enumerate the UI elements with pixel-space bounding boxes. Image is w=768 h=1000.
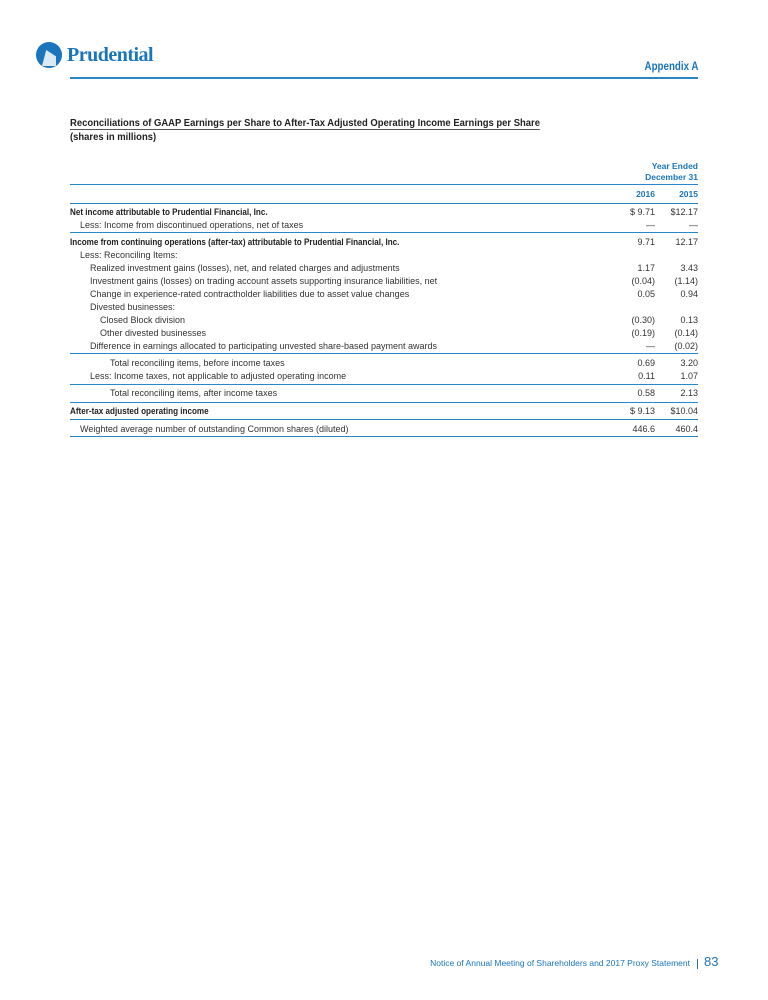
value-2016: 0.05 <box>637 289 655 299</box>
table-row <box>70 405 698 418</box>
value-2015: 1.07 <box>680 371 698 381</box>
value-2015: 12.17 <box>675 237 698 247</box>
column-header-2015: 2015 <box>679 189 698 199</box>
row-label: Less: Income taxes, not applicable to adjusted operating income <box>90 371 347 381</box>
divider <box>70 232 698 233</box>
divider <box>70 419 698 420</box>
value-2016: — <box>646 220 655 230</box>
row-label: Difference in earnings allocated to participating unvested share-based payment awards <box>90 341 438 351</box>
value-2015: $10.04 <box>670 406 698 416</box>
row-label: Total reconciling items, after income taxes <box>110 388 278 398</box>
row-label: Investment gains (losses) on trading account assets supporting insurance liabilities, net <box>90 276 438 286</box>
value-2015: 460.4 <box>675 424 698 434</box>
column-group-header-1: Year Ended <box>651 161 698 171</box>
value-2016: (0.30) <box>631 315 655 325</box>
value-2016: $ 9.71 <box>629 207 655 217</box>
table-row <box>70 219 698 232</box>
row-label: Divested businesses: <box>90 302 176 312</box>
divider <box>70 184 698 185</box>
table-row <box>70 249 698 262</box>
table-row <box>70 340 698 353</box>
table-row <box>70 387 698 400</box>
row-label: Other divested businesses <box>100 328 207 338</box>
value-2015: 3.20 <box>680 358 698 368</box>
value-2016: $ 9.13 <box>629 406 655 416</box>
value-2015: — <box>689 220 698 230</box>
table-row <box>70 236 698 249</box>
row-label: After-tax adjusted operating income <box>70 406 209 416</box>
divider <box>70 402 698 403</box>
divider <box>70 203 698 204</box>
table-row <box>70 314 698 327</box>
table-subtitle: (shares in millions) <box>70 131 157 143</box>
value-2015: 3.43 <box>680 263 698 273</box>
row-label: Less: Income from discontinued operations, net of taxes <box>80 220 304 230</box>
brand-name: Prudential <box>67 43 154 66</box>
header-rule <box>70 77 698 79</box>
row-label: Realized investment gains (losses), net, and related charges and adjustments <box>90 263 400 273</box>
value-2015: $12.17 <box>670 207 698 217</box>
table-row <box>70 206 698 219</box>
value-2015: 0.13 <box>680 315 698 325</box>
column-header-2016: 2016 <box>636 189 655 199</box>
table-row <box>70 262 698 275</box>
row-label: Total reconciling items, before income taxes <box>110 358 285 368</box>
value-2015: (0.14) <box>674 328 698 338</box>
footer-text: Notice of Annual Meeting of Shareholders and 2017 Proxy Statement <box>430 958 690 968</box>
row-label: Income from continuing operations (after-tax) attributable to Prudential Financial, Inc. <box>70 237 400 247</box>
section-label: Appendix A <box>644 61 698 73</box>
value-2016: 446.6 <box>632 424 655 434</box>
table-row <box>70 301 698 314</box>
prudential-logo <box>36 42 153 68</box>
table-title: Reconciliations of GAAP Earnings per Share to After-Tax Adjusted Operating Income Earnings per Share <box>70 117 540 129</box>
divider <box>70 384 698 385</box>
value-2016: (0.19) <box>631 328 655 338</box>
rock-logo-icon <box>36 42 62 68</box>
value-2016: — <box>646 341 655 351</box>
table-row <box>70 327 698 340</box>
table-row <box>70 275 698 288</box>
value-2016: 1.17 <box>637 263 655 273</box>
value-2016: 9.71 <box>637 237 655 247</box>
divider <box>70 353 698 354</box>
divider <box>70 436 698 437</box>
table-row <box>70 357 698 370</box>
value-2016: 0.11 <box>638 371 655 381</box>
table-row <box>70 288 698 301</box>
value-2015: (1.14) <box>674 276 698 286</box>
row-label: Net income attributable to Prudential Financial, Inc. <box>70 207 268 217</box>
value-2015: (0.02) <box>674 341 698 351</box>
value-2016: (0.04) <box>631 276 655 286</box>
footer-separator <box>697 959 698 969</box>
row-label: Change in experience-rated contractholder liabilities due to asset value changes <box>90 289 410 299</box>
value-2015: 2.13 <box>680 388 698 398</box>
value-2016: 0.58 <box>637 388 655 398</box>
value-2015: 0.94 <box>680 289 698 299</box>
value-2016: 0.69 <box>637 358 655 368</box>
table-row <box>70 423 698 436</box>
column-group-header-2: December 31 <box>645 172 698 182</box>
row-label: Closed Block division <box>100 315 186 325</box>
row-label: Weighted average number of outstanding Common shares (diluted) <box>80 424 349 434</box>
row-label: Less: Reconciling Items: <box>80 250 178 260</box>
page-number: 83 <box>704 954 719 969</box>
table-row <box>70 370 698 383</box>
